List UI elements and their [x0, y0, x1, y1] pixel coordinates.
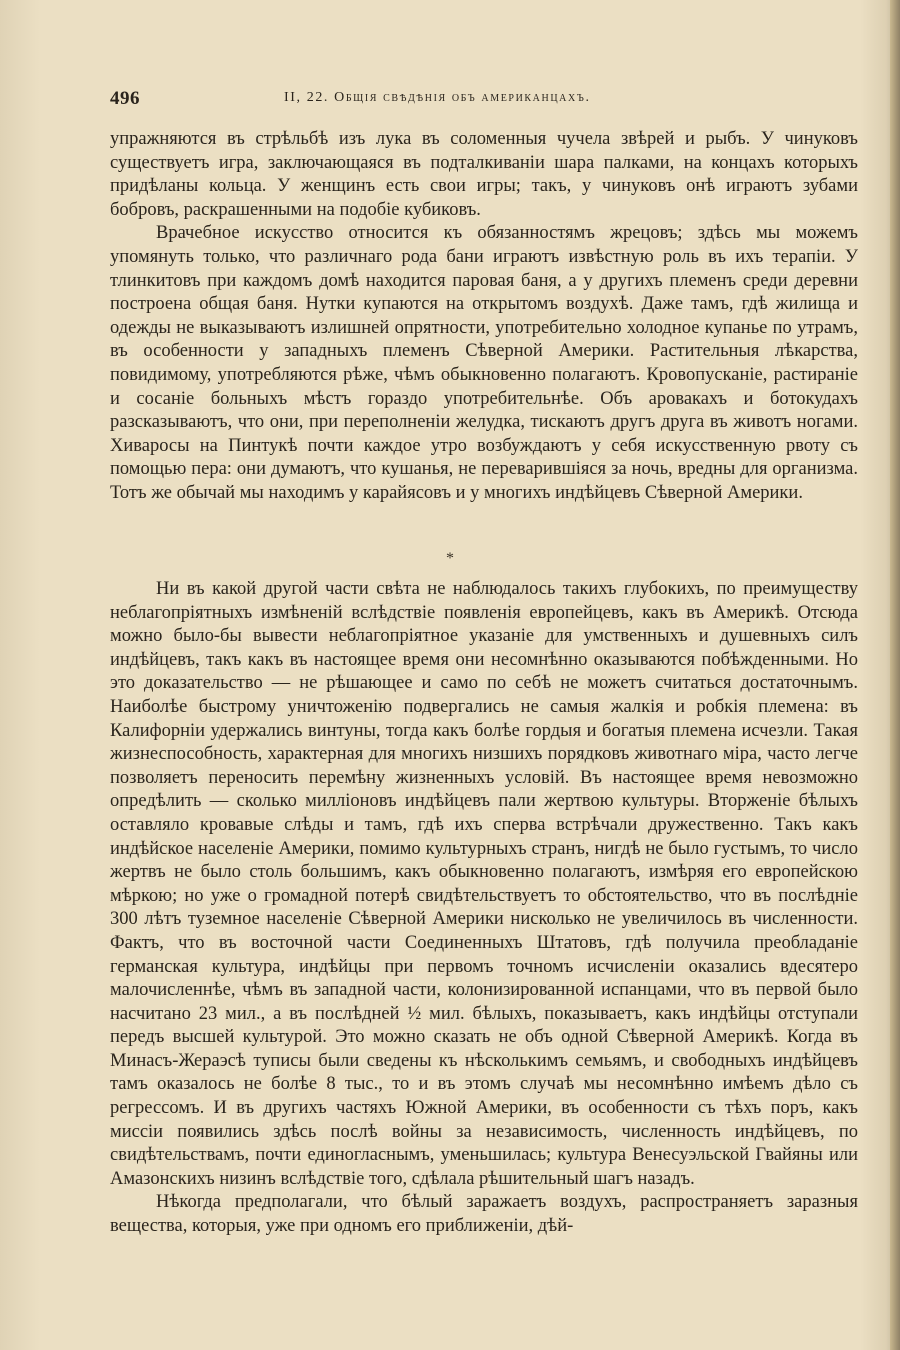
section-2-text	[110, 578, 858, 1239]
running-head: II, 22. Общія свѣдѣнія объ американцахъ.	[284, 90, 591, 105]
section-1-text	[110, 128, 858, 506]
section-separator: *	[446, 550, 454, 567]
page-number: 496	[110, 88, 140, 109]
paragraph-4: Нѣкогда предполагали, что бѣлый заражаетъ воздухъ, распространяетъ заразныя вещества, которыя, уже при одномъ его приближеніи, дѣй-	[110, 1192, 858, 1237]
paragraph-2: Врачебное искусство относится къ обязанностямъ жрецовъ; здѣсь мы можемъ упомянуть только, что различнаго рода бани играютъ извѣстную роль въ ихъ терапіи. У тлинкитовъ при каждомъ домѣ находится паровая баня, а у другихъ племенъ среди деревни построена общая баня. Нутки купаются на открытомъ воздухѣ. Даже тамъ, гдѣ жилища и одежды не выказываютъ излишней опрятности, употребительно холодное купанье по утрамъ, въ особенности у западныхъ племенъ Сѣверной Америки. Растительныя лѣкарства, повидимому, употребляются рѣже, чѣмъ обыкновенно полагаютъ. Кровопусканіе, растираніе и сосаніе больныхъ мѣстъ гораздо употребительнѣе. Объ аровакахъ и ботокудахъ разсказываютъ, что они, при переполненіи желудка, тискаютъ другъ друга въ животъ ногами. Хиваросы на Пинтукѣ почти каждое утро возбуждаютъ у себя искусственную рвоту съ помощью пера: они думаютъ, что кушанья, не переварившіяся за ночь, вредны для организма. Тотъ же обычай мы находимъ у карайясовъ и у многихъ индѣйцевъ Сѣверной Америки.	[110, 223, 858, 503]
paragraph-1: упражняются въ стрѣльбѣ изъ лука въ соломенныя чучела звѣрей и рыбъ. У чинуковъ существуетъ игра, заключающаяся въ подталкиваніи шара палками, на концахъ которыхъ придѣланы кольца. У женщинъ есть свои игры; такъ, у чинуковъ онѣ играютъ зубами бобровъ, раскрашенными на подобіе кубиковъ.	[110, 129, 858, 220]
page-edge-shadow	[890, 0, 900, 1350]
paragraph-3: Ни въ какой другой части свѣта не наблюдалось такихъ глубокихъ, по преимуществу неблагопріятныхъ измѣненій вслѣдствіе появленія европейцевъ, какъ въ Америкѣ. Отсюда можно было-бы вывести неблагопріятное указаніе для умственныхъ и душевныхъ силъ индѣйцевъ, такъ какъ въ настоящее время они несомнѣнно оказываются побѣжденными. Но это доказательство — не рѣшающее и само по себѣ не можетъ считаться достаточнымъ. Наиболѣе быстрому уничтоженію подвергались не самыя жалкія и робкія племена: въ Калифорніи удержались винтуны, тогда какъ болѣе гордыя и богатыя племена исчезли. Такая жизнеспособность, характерная для многихъ низшихъ порядковъ животнаго міра, часто легче позволяетъ переносить перемѣну жизненныхъ условій. Въ настоящее время невозможно опредѣлить — сколько милліоновъ индѣйцевъ пали жертвою культуры. Вторженіе бѣлыхъ оставляло кровавые слѣды и тамъ, гдѣ ихъ сперва встрѣчали дружественно. Такъ какъ индѣйское населеніе Америки, помимо культурныхъ странъ, нигдѣ не было густымъ, то число жертвъ не было столь большимъ, какъ обыкновенно полагаютъ, измѣряя его европейскою мѣркою; но уже о громадной потерѣ свидѣтельствуетъ то обстоятельство, что въ послѣдніе 300 лѣтъ туземное населеніе Сѣверной Америки нисколько не увеличилось въ численности. Фактъ, что въ восточной части Соединенныхъ Штатовъ, гдѣ получила преобладаніе германская культура, индѣйцы при первомъ точномъ исчисленіи оказались вдесятеро малочисленнѣе, чѣмъ въ западной части, колонизированной испанцами, что въ первой было насчитано 23 мил., а въ послѣдней ½ мил. бѣлыхъ, показываетъ, какъ индѣйцы отступали передъ высшей культурой. Это можно сказать не объ одной Сѣверной Америкѣ. Когда въ Минасъ-Жераэсѣ туписы были сведены къ нѣсколькимъ семьямъ, и свободныхъ индѣйцевъ тамъ оказалось не болѣе 8 тыс., то и въ этомъ случаѣ мы несомнѣнно имѣемъ дѣло съ регрессомъ. И въ другихъ частяхъ Южной Америки, въ особенности съ тѣхъ поръ, какъ миссіи появились здѣсь послѣ войны за независимость, численность индѣйцевъ, по свидѣтельствамъ, почти единогласнымъ, уменьшилась; культура Венесуэльской Гвайяны или Амазонскихъ низинъ вслѣдствіе того, сдѣлала рѣшительный шагъ назадъ.	[110, 579, 858, 1189]
page-header	[110, 88, 855, 112]
